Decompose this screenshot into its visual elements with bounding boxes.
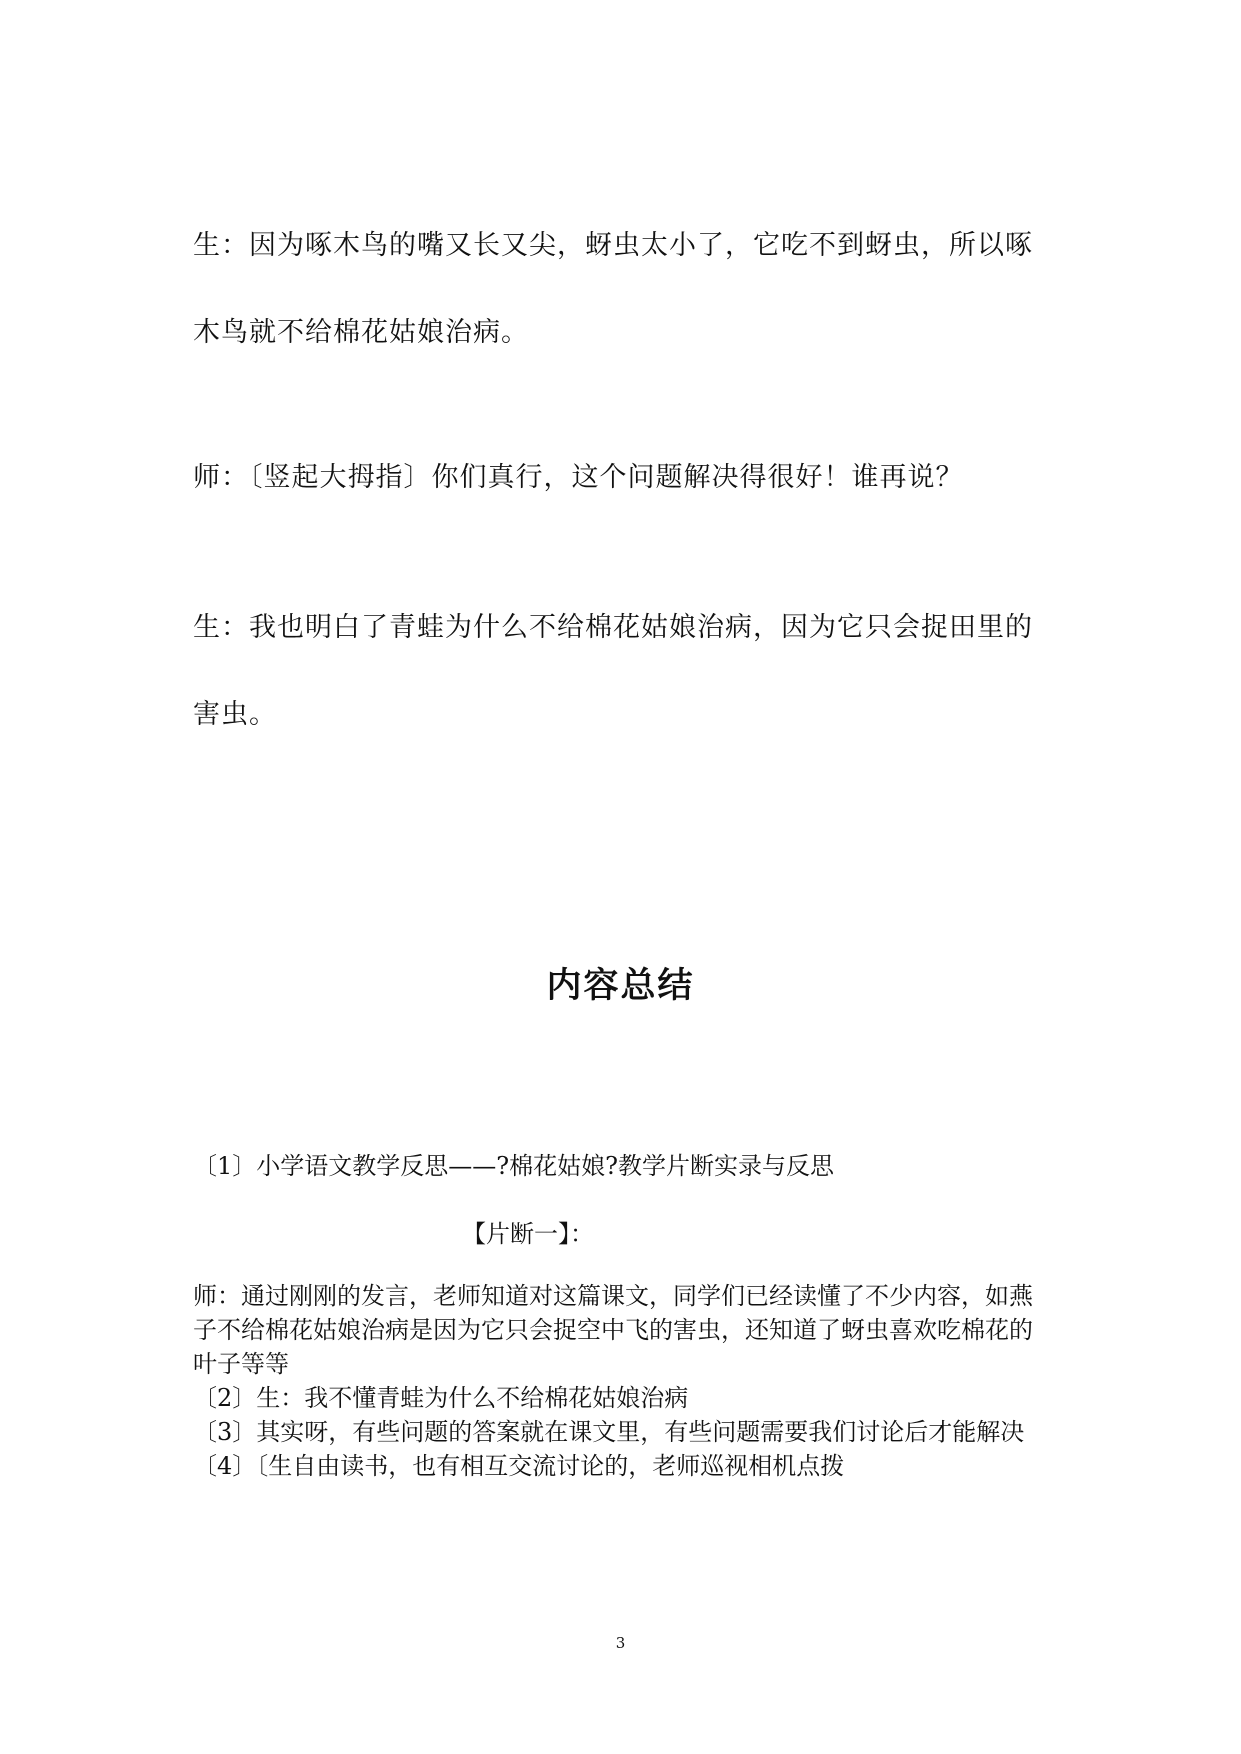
summary-line: 〔4〕〔生自由读书，也有相互交流讨论的，老师巡视相机点拨 (193, 1452, 845, 1480)
summary-body (193, 1279, 1053, 1483)
fragment-label: 【片断一】： (462, 1220, 594, 1248)
summary-heading: 内容总结 (546, 966, 695, 1006)
dialogue-paragraph-student-woodpecker: 生：因为啄木鸟的嘴又长又尖，蚜虫太小了，它吃不到蚜虫，所以啄木鸟就不给棉花姑娘治病。 (193, 230, 1033, 348)
summary-line: 师：通过刚刚的发言，老师知道对这篇课文，同学们已经读懂了不少内容，如燕子不给棉花姑娘治病是因为它只会捉空中飞的害虫，还知道了蚜虫喜欢吃棉花的叶子等等 (193, 1282, 1033, 1378)
dialogue-paragraph-teacher-praise: 师：〔竖起大拇指〕你们真行，这个问题解决得很好！谁再说？ (193, 462, 964, 493)
summary-line: 〔2〕生：我不懂青蛙为什么不给棉花姑娘治病 (193, 1384, 689, 1412)
dialogue-paragraph-student-frog: 生：我也明白了青蛙为什么不给棉花姑娘治病，因为它只会捉田里的害虫。 (193, 612, 1033, 730)
page-number: 3 (615, 1634, 626, 1652)
summary-line: 〔3〕其实呀，有些问题的答案就在课文里，有些问题需要我们讨论后才能解决 (193, 1418, 1025, 1446)
summary-item-title: 〔1〕小学语文教学反思——?棉花姑娘?教学片断实录与反思 (193, 1152, 835, 1180)
